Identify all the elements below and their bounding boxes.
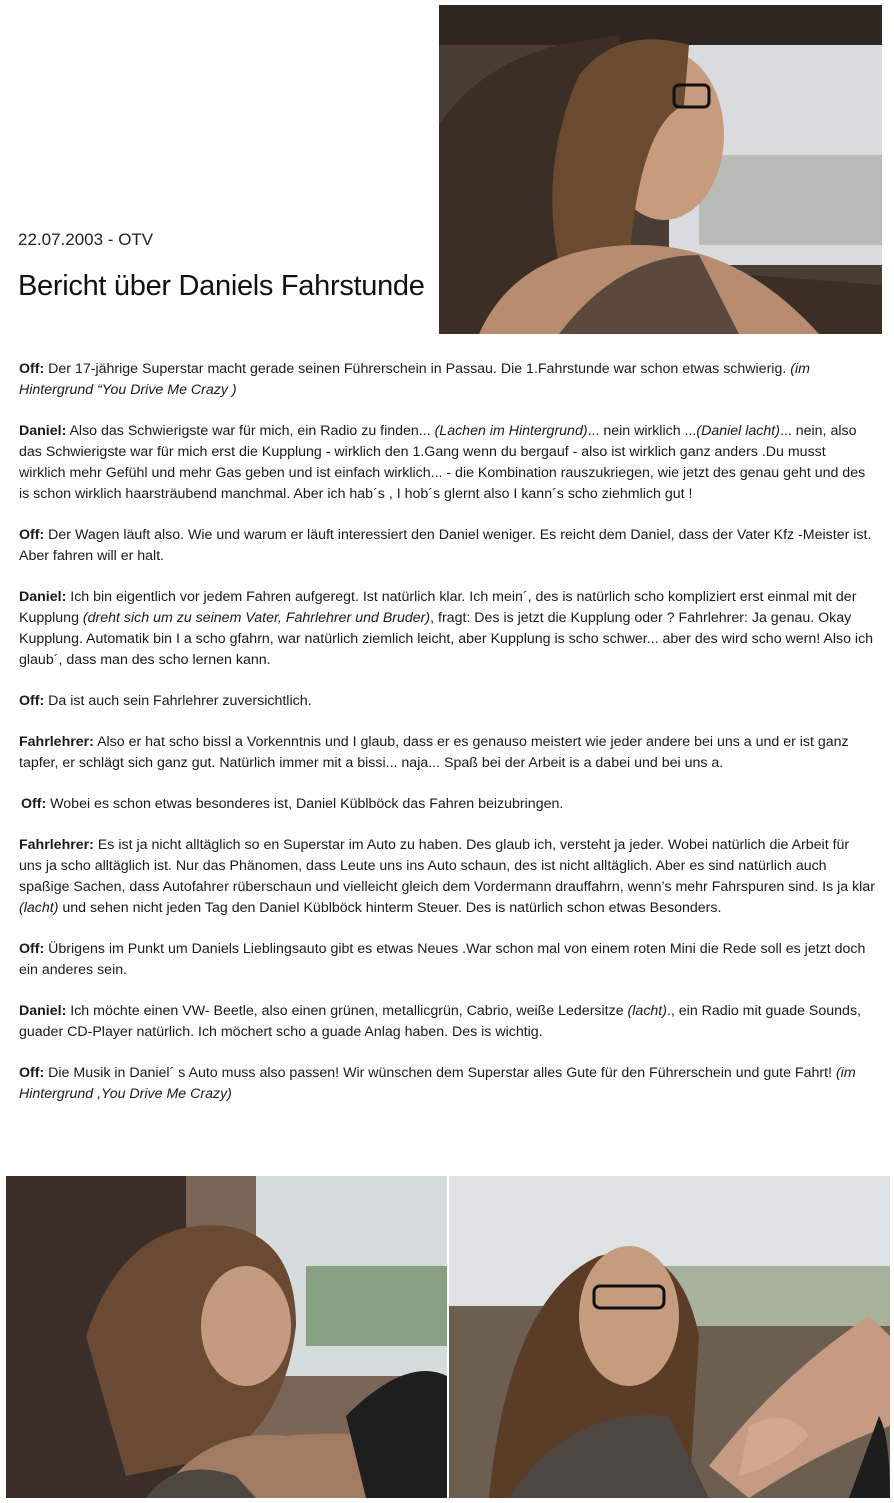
page-title: Bericht über Daniels Fahrstunde [18,270,425,302]
photo-steering-wheel [6,1176,447,1498]
speaker-label: Daniel: [19,423,67,439]
speaker-label: Off: [19,527,45,543]
transcript-paragraph [19,525,875,567]
transcript-paragraph [19,794,875,815]
spoken-text: Wobei es schon etwas besonderes ist, Daniel Küblböck das Fahren beizubringen. [46,796,564,812]
spoken-text: , fragt: Des is jetzt die Kupplung oder ? Fahrlehrer: Ja genau. Okay Kupplung. Automatik bin I a scho gfahrn, war natürlich ziemlich leicht, aber Kupplung is scho schwer... aber des wird scho wern! Also ich glaub´, dass man des scho lernen kann. [19,610,874,668]
spoken-text: Also er hat scho bissl a Vorkenntnis und I glaub, dass er es genauso meistert wie jeder andere bei uns a und er ist ganz tapfer, er schlägt sich ganz gut. Natürlich immer mit a bissi... naja... Spaß bei der Arbeit is a dabei und bei uns a. [19,734,849,771]
stage-direction: (Lachen im Hintergrund) [434,423,588,439]
speaker-label: Daniel: [19,589,67,605]
speaker-label: Off: [21,796,47,812]
speaker-label: Off: [19,693,45,709]
transcript-paragraph [19,691,875,712]
transcript [19,359,875,1125]
stage-direction: (lacht) [19,900,59,916]
spoken-text: Also das Schwierigste war für mich, ein Radio zu finden... [66,423,435,439]
spoken-text: Der Wagen läuft also. Wie und warum er läuft interessiert den Daniel weniger. Es reicht dem Daniel, dass der Vater Kfz -Meister ist. Aber fahren will er halt. [19,527,872,564]
photo-illustration [6,1176,447,1498]
transcript-paragraph [19,1001,875,1043]
stage-direction: (dreht sich um zu seinem Vater, Fahrlehrer und Bruder) [82,610,431,626]
spoken-text: ... nein wirklich ... [587,423,697,439]
photo-illustration [439,5,882,334]
speaker-label: Fahrlehrer: [19,734,94,750]
transcript-paragraph [19,359,875,401]
spoken-text: ... nein, also das Schwierigste war für mich erst die Kupplung - wirklich den 1.Gang wenn du bergauf - also ist wirklich ganz anders .Du musst wirklich mehr Gefühl und mehr Gas geben und ist einfach wirklich... - die Kombination rauszukriegen, wie jetzt des genau geht und des is schon wirklich haarsträubend manchmal. Aber ich hab´s , I hob´s glernt also I kann´s scho ziehmlich gut ! [19,423,866,502]
spoken-text: ., ein Radio mit guade Sounds, guader CD-Player natürlich. Ich möchert scho a guade Anlag haben. Des is wichtig. [19,1003,861,1040]
photo-driving-profile [439,5,882,334]
speaker-label: Off: [19,1065,45,1081]
spoken-text: Ich möchte einen VW- Beetle, also einen grünen, metallicgrün, Cabrio, weiße Ledersitze [66,1003,628,1019]
spoken-text: Übrigens im Punkt um Daniels Lieblingsauto gibt es etwas Neues .War schon mal von einem roten Mini die Rede soll es jetzt doch ein anderes sein. [19,941,866,978]
stage-direction: (im Hintergrund ,You Drive Me Crazy) [19,1065,856,1102]
stage-direction: (im Hintergrund “You Drive Me Crazy ) [19,361,810,398]
photo-gesturing [449,1176,890,1498]
speaker-label: Off: [19,941,45,957]
dateline: 22.07.2003 - OTV [18,230,154,249]
spoken-text: Die Musik in Daniel´ s Auto muss also passen! Wir wünschen dem Superstar alles Gute für den Führerschein und gute Fahrt! [44,1065,836,1081]
transcript-paragraph [19,1063,875,1105]
spoken-text: Ich bin eigentlich vor jedem Fahren aufgeregt. Ist natürlich klar. Ich mein´, des is natürlich scho kompliziert erst einmal mit der Kupplung [19,589,857,626]
photo-illustration [449,1176,890,1498]
transcript-paragraph [19,835,875,919]
spoken-text: Es ist ja nicht alltäglich so en Superstar im Auto zu haben. Des glaub ich, versteht ja jeder. Wobei natürlich die Arbeit für uns ja scho alltäglich ist. Nur das Phänomen, dass Leute uns ins Auto schaun, des ist nicht alltäglich. Aber es sind natürlich auch spaßige Sachen, dass Autofahrer rüberschaun und vielleicht gleich dem Vordermann drauffahrn, wenn’s mehr Fahrspuren sind. Is ja klar [19,837,875,895]
spoken-text: Der 17-jährige Superstar macht gerade seinen Führerschein in Passau. Die 1.Fahrstunde war schon etwas schwierig. [44,361,791,377]
stage-direction: (lacht) [627,1003,667,1019]
speaker-label: Fahrlehrer: [19,837,94,853]
spoken-text: und sehen nicht jeden Tag den Daniel Küblböck hinterm Steuer. Des is natürlich schon etwas Besonders. [58,900,722,916]
speaker-label: Off: [19,361,45,377]
stage-direction: (Daniel lacht) [696,423,780,439]
speaker-label: Daniel: [19,1003,67,1019]
transcript-paragraph [19,587,875,671]
transcript-paragraph [19,732,875,774]
transcript-paragraph [19,939,875,981]
spoken-text: Da ist auch sein Fahrlehrer zuversichtlich. [44,693,312,709]
transcript-paragraph [19,421,875,505]
